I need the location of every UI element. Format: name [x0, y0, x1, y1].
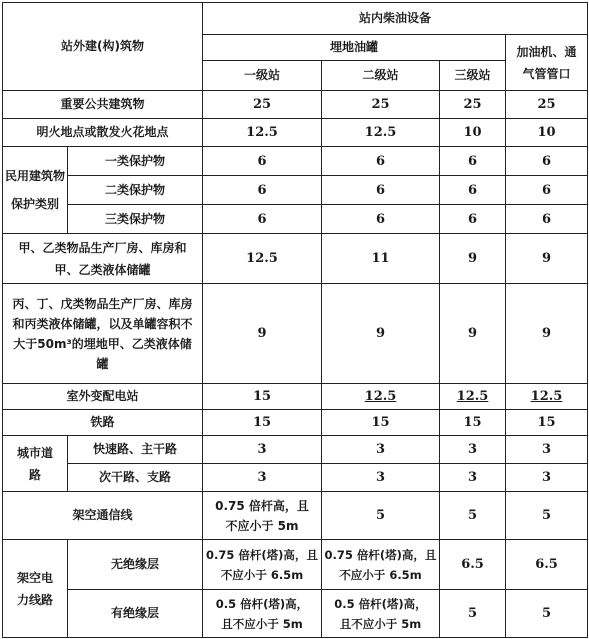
header-grade-2: 二级站 — [322, 61, 440, 91]
group-label-city-road: 城市道路 — [3, 436, 68, 492]
value-cell: 15 — [440, 410, 506, 436]
group-header-diesel: 站内柴油设备 — [203, 3, 588, 35]
row-label-expressway: 快速路、主干路 — [68, 436, 203, 464]
value-cell: 6 — [203, 205, 322, 234]
value-cell: 9 — [322, 284, 440, 384]
value-cell: 25 — [322, 91, 440, 119]
header-grade-1: 一级站 — [203, 61, 322, 91]
value-cell: 12.5 — [322, 384, 440, 410]
value-cell: 15 — [203, 384, 322, 410]
value-cell: 15 — [322, 410, 440, 436]
value-cell: 3 — [506, 436, 588, 464]
value-cell: 9 — [440, 234, 506, 284]
row-header-cell: 站外建(构)筑物 — [3, 3, 203, 91]
value-cell: 9 — [440, 284, 506, 384]
value-cell: 5 — [506, 590, 588, 638]
value-cell: 6 — [506, 147, 588, 176]
value-cell: 5 — [440, 492, 506, 540]
value-cell: 9 — [506, 234, 588, 284]
row-label-bare-line: 无绝缘层 — [68, 540, 203, 590]
value-cell: 12.5 — [322, 119, 440, 147]
header-dispenser-vent: 加油机、通气管管口 — [506, 35, 588, 91]
row-label-class-2: 二类保护物 — [68, 176, 203, 205]
row-label-class-jia-yi: 甲、乙类物品生产厂房、库房和甲、乙类液体储罐 — [3, 234, 203, 284]
value-cell: 15 — [203, 410, 322, 436]
row-label-class-1: 一类保护物 — [68, 147, 203, 176]
value-cell: 6.5 — [506, 540, 588, 590]
value-cell: 25 — [440, 91, 506, 119]
row-label-railway: 铁路 — [3, 410, 203, 436]
value-cell: 3 — [440, 436, 506, 464]
value-cell: 0.5 倍杆(塔)高，且不应小于 5m — [203, 590, 322, 638]
header-buried-tank: 埋地油罐 — [203, 35, 506, 61]
value-cell: 6 — [506, 205, 588, 234]
group-label-power-line: 架空电力线路 — [3, 540, 68, 638]
value-cell: 3 — [506, 464, 588, 492]
value-cell: 12.5 — [203, 234, 322, 284]
value-cell: 6 — [322, 176, 440, 205]
row-label-secondary-road: 次干路、支路 — [68, 464, 203, 492]
value-cell: 0.75 倍杆高，且不应小于 5m — [203, 492, 322, 540]
value-cell: 5 — [322, 492, 440, 540]
row-label-comm-line: 架空通信线 — [3, 492, 203, 540]
value-cell: 12.5 — [203, 119, 322, 147]
value-cell: 6 — [203, 147, 322, 176]
value-cell: 3 — [203, 464, 322, 492]
value-cell: 9 — [506, 284, 588, 384]
value-cell: 6 — [440, 147, 506, 176]
value-cell: 6 — [203, 176, 322, 205]
row-label-fire: 明火地点或散发火花地点 — [3, 119, 203, 147]
value-cell: 25 — [203, 91, 322, 119]
value-cell: 11 — [322, 234, 440, 284]
value-cell: 0.5 倍杆(塔)高，且不应小于 5m — [322, 590, 440, 638]
value-cell: 6 — [440, 176, 506, 205]
row-label-class-bing: 丙、丁、戊类物品生产厂房、库房和丙类液体储罐，以及单罐容积不大于50m³的埋地甲、乙类液体储罐 — [3, 284, 203, 384]
group-label-civil: 民用建筑物保护类别 — [3, 147, 68, 234]
value-cell: 3 — [322, 436, 440, 464]
value-cell: 3 — [203, 436, 322, 464]
value-cell: 6 — [322, 205, 440, 234]
value-cell: 15 — [506, 410, 588, 436]
value-cell: 6.5 — [440, 540, 506, 590]
value-cell: 5 — [440, 590, 506, 638]
row-label-insulated-line: 有绝缘层 — [68, 590, 203, 638]
value-cell: 0.75 倍杆(塔)高，且不应小于 6.5m — [203, 540, 322, 590]
row-label-class-3: 三类保护物 — [68, 205, 203, 234]
value-cell: 6 — [440, 205, 506, 234]
value-cell: 3 — [322, 464, 440, 492]
row-label-public: 重要公共建筑物 — [3, 91, 203, 119]
header-grade-3: 三级站 — [440, 61, 506, 91]
value-cell: 0.75 倍杆(塔)高，且不应小于 6.5m — [322, 540, 440, 590]
value-cell: 9 — [203, 284, 322, 384]
value-cell: 6 — [322, 147, 440, 176]
value-cell: 12.5 — [506, 384, 588, 410]
value-cell: 5 — [506, 492, 588, 540]
value-cell: 10 — [440, 119, 506, 147]
value-cell: 25 — [506, 91, 588, 119]
value-cell: 3 — [440, 464, 506, 492]
value-cell: 12.5 — [440, 384, 506, 410]
value-cell: 6 — [506, 176, 588, 205]
distance-table — [2, 2, 588, 638]
value-cell: 10 — [506, 119, 588, 147]
row-label-substation: 室外变配电站 — [3, 384, 203, 410]
